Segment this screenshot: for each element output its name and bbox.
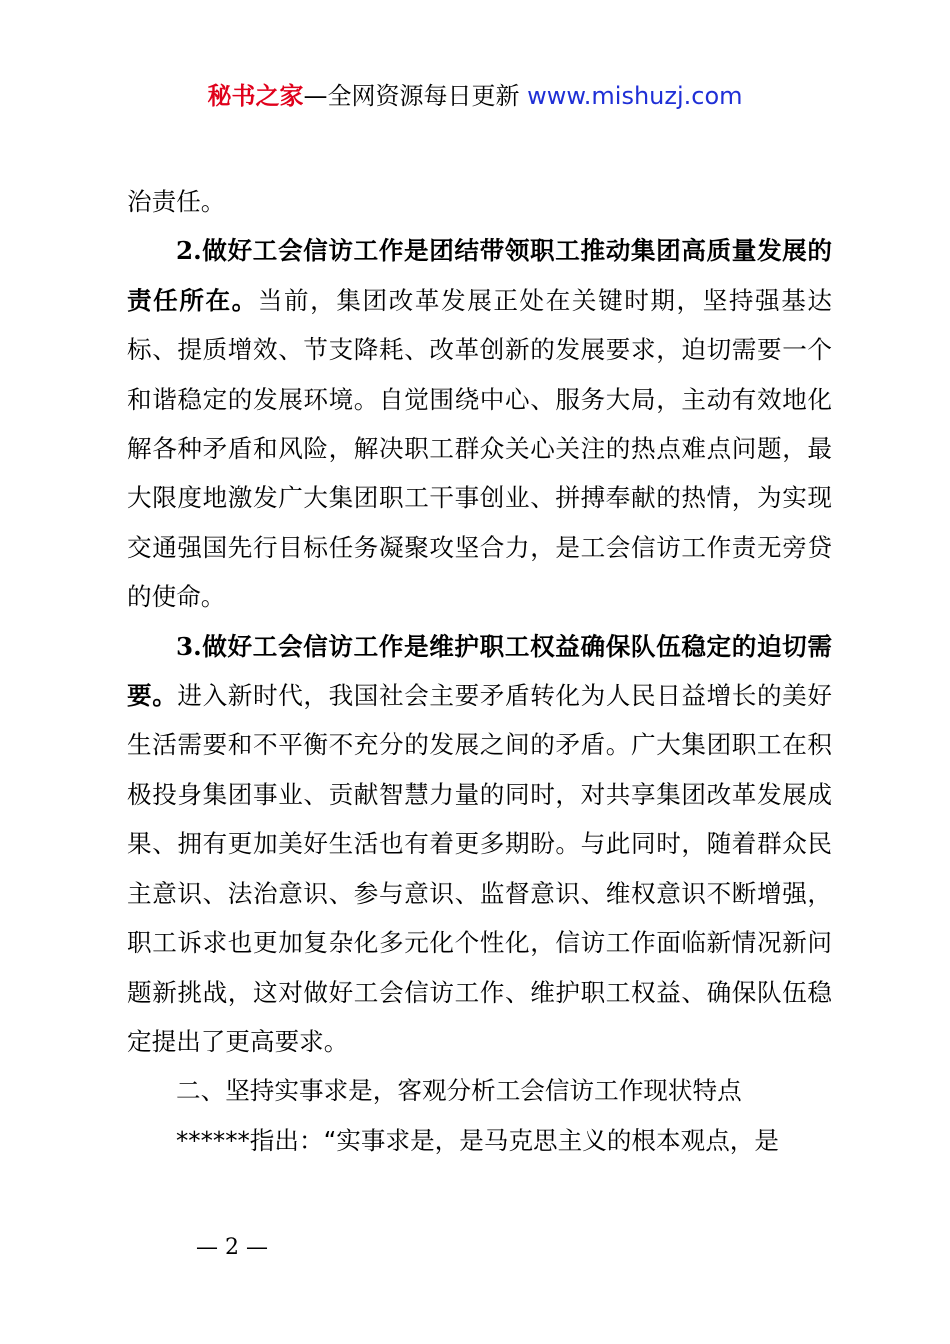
brand-name: 秘书之家: [207, 82, 304, 110]
item-heading: 做好工会信访工作是维护职工权益确保队伍稳定的迫切需要。: [127, 631, 832, 711]
item-body: 当前，集团改革发展正处在关键时期，坚持强基达标、提质增效、节支降耗、改革创新的发展要求，迫切需要一个和谐稳定的发展环境。自觉围绕中心、服务大局，主动有效地化解各种矛盾和风险，解决职工群众关心关注的热点难点问题，最大限度地激发广大集团职工干事创业、拼搏奉献的热情，为实现交通强国先行目标任务凝聚攻坚合力，是工会信访工作责无旁贷的使命。: [127, 285, 832, 612]
paragraph-item-2: [127, 226, 832, 621]
section-heading: 二、坚持实事求是，客观分析工会信访工作现状特点: [176, 1076, 742, 1106]
item-number: 3.: [176, 631, 202, 661]
header-slogan: —全网资源每日更新: [303, 82, 528, 110]
paragraph-continuation: 治责任。: [127, 187, 226, 216]
page-number: — 2 —: [196, 1235, 268, 1260]
item-heading: 做好工会信访工作是团结带领职工推动集团高质量发展的责任所在。: [127, 236, 832, 315]
document-body: [127, 177, 832, 1165]
item-number: 2.: [176, 236, 202, 266]
site-header: [0, 80, 950, 112]
paragraph-item-3: [127, 622, 832, 1067]
paragraph-quote: ******指出：“实事求是，是马克思主义的根本观点，是: [176, 1125, 779, 1155]
item-body: 进入新时代，我国社会主要矛盾转化为人民日益增长的美好生活需要和不平衡不充分的发展之间的矛盾。广大集团职工在积极投身集团事业、贡献智慧力量的同时，对共享集团改革发展成果、拥有更加美好生活也有着更多期盼。与此同时，随着群众民主意识、法治意识、参与意识、监督意识、维权意识不断增强，职工诉求也更加复杂化多元化个性化，信访工作面临新情况新问题新挑战，这对做好工会信访工作、维护职工权益、确保队伍稳定提出了更高要求。: [127, 681, 832, 1056]
site-url-link[interactable]: www.mishuzj.com: [527, 82, 743, 110]
